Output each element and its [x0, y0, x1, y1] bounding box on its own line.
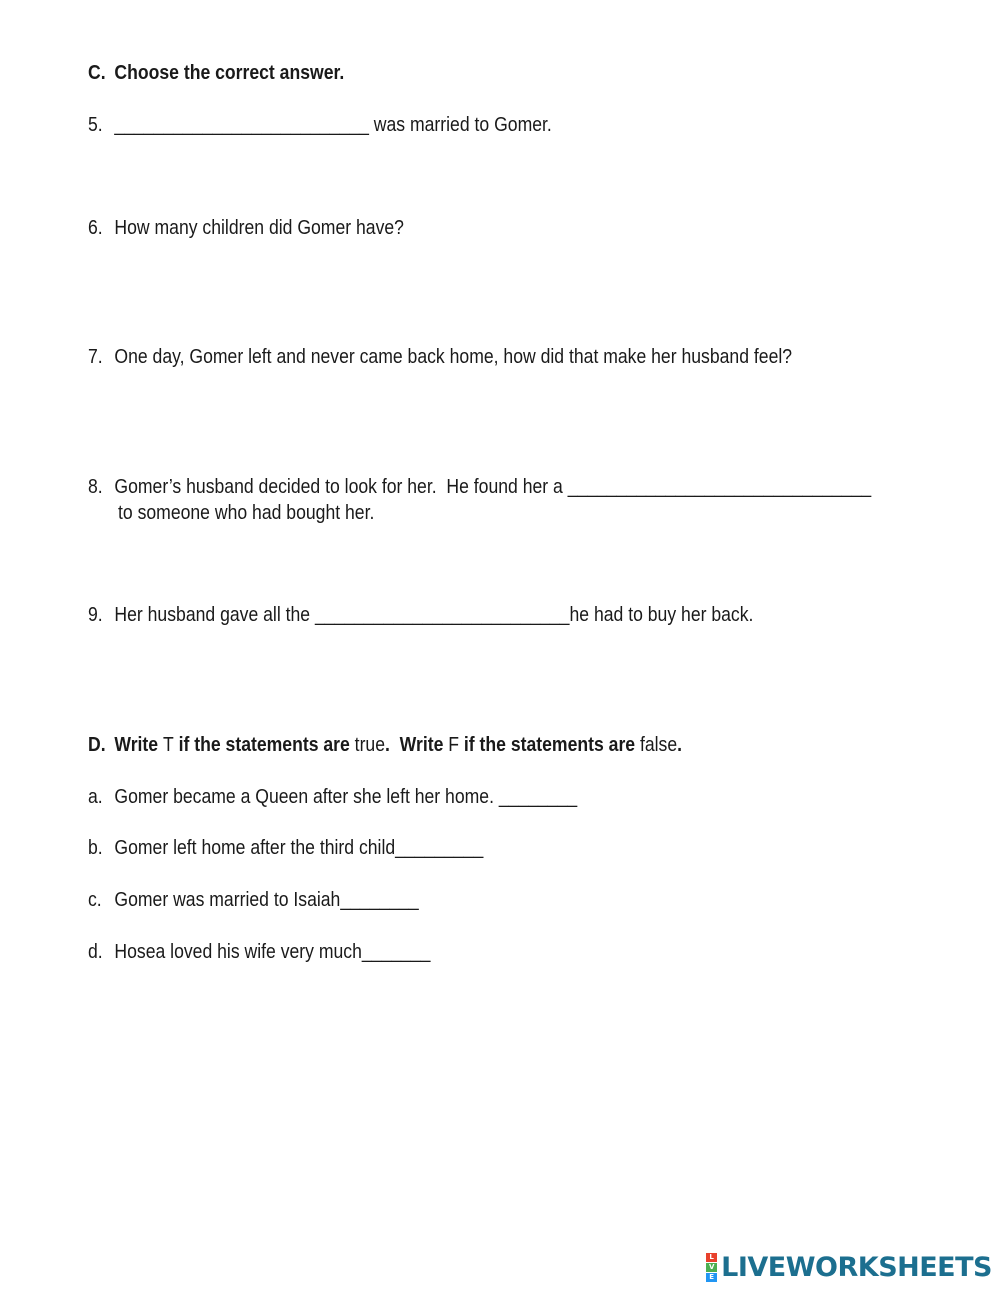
statement-letter: c. [88, 889, 102, 911]
question-9 [88, 602, 753, 628]
logo-block-l: L [706, 1253, 717, 1262]
question-number: 8. [88, 476, 103, 498]
statement-c [88, 887, 419, 913]
statement-letter: a. [88, 786, 103, 808]
true-word: true [354, 734, 386, 756]
liveworksheets-logo [706, 1252, 992, 1283]
question-5 [88, 112, 552, 138]
instruction-text: if the statements are [173, 734, 355, 756]
logo-text: LIVEWORKSHEETS [721, 1252, 992, 1283]
question-6 [88, 215, 404, 241]
logo-block-e: E [706, 1273, 717, 1282]
section-d-label: D. [88, 734, 106, 756]
logo-block-v: V [706, 1263, 717, 1272]
instruction-punct: . [677, 734, 683, 756]
section-c-title: Choose the correct answer. [114, 62, 345, 84]
question-text: Gomer’s husband decided to look for her. He found her a _______________________________ [114, 476, 872, 498]
statement-text: Gomer became a Queen after she left her home. ________ [114, 786, 578, 808]
statement-letter: b. [88, 837, 103, 859]
question-number: 5. [88, 114, 103, 136]
question-number: 9. [88, 604, 103, 626]
section-c-heading [88, 60, 344, 86]
statement-d [88, 939, 430, 965]
instruction-punct: . [385, 734, 400, 756]
question-8 [88, 474, 871, 500]
question-number: 7. [88, 346, 103, 368]
logo-blocks [706, 1253, 717, 1282]
instruction-write: Write [114, 734, 163, 756]
instruction-text: if the statements are [459, 734, 640, 756]
question-text: __________________________ was married to Gomer. [114, 114, 552, 136]
statement-b [88, 835, 483, 861]
question-8-continuation: to someone who had bought her. [118, 502, 375, 524]
true-letter: T [162, 734, 174, 756]
question-text: Her husband gave all the __________________________he had to buy her back. [114, 604, 754, 626]
question-text: One day, Gomer left and never came back home, how did that make her husband feel? [114, 346, 793, 368]
instruction-write: Write [399, 734, 449, 756]
question-7 [88, 344, 792, 370]
statement-text: Hosea loved his wife very much_______ [114, 941, 431, 963]
question-number: 6. [88, 217, 103, 239]
statement-letter: d. [88, 941, 103, 963]
false-word: false [639, 734, 678, 756]
statement-a [88, 784, 577, 810]
section-d-heading [88, 732, 682, 758]
statement-text: Gomer was married to Isaiah________ [114, 889, 419, 911]
statement-text: Gomer left home after the third child_________ [114, 837, 484, 859]
false-letter: F [448, 734, 460, 756]
question-text: How many children did Gomer have? [114, 217, 404, 239]
section-c-label: C. [88, 62, 106, 84]
